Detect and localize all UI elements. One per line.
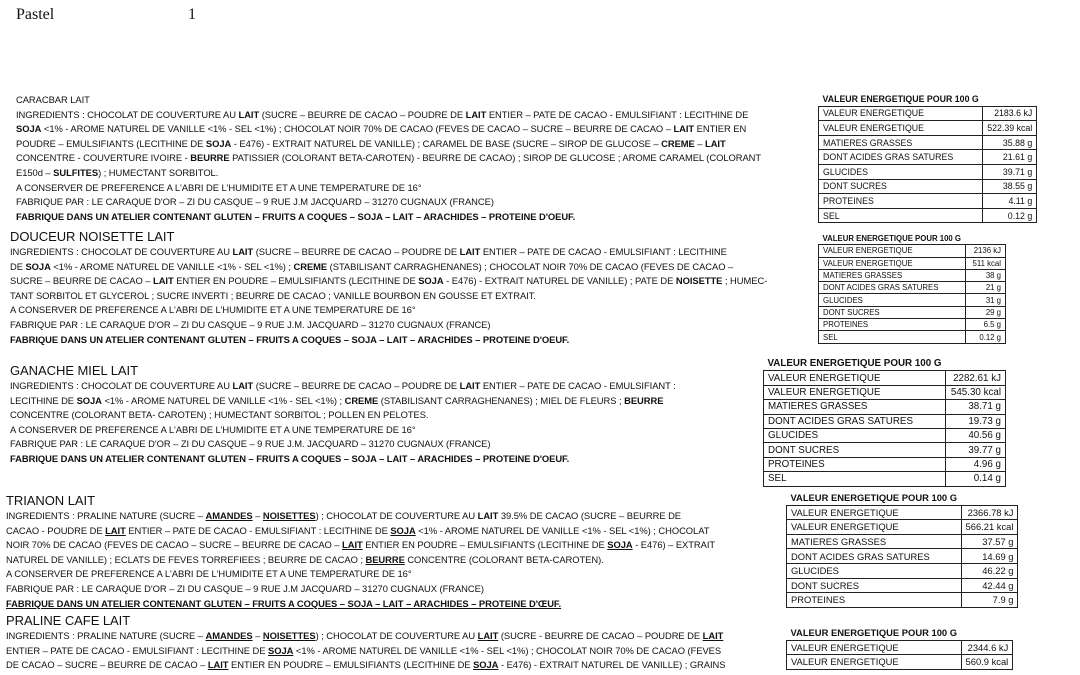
nutrition-row — [787, 578, 1018, 593]
allergen-text: SOJA — [205, 137, 232, 149]
allergen-text: SOJA — [16, 123, 42, 135]
nutrient-value: 21.61 g — [983, 150, 1037, 165]
ingredient-text: ENTIER EN POUDRE – EMULSIFIANTS (LECITHINE DE — [173, 275, 419, 287]
nutrient-name: VALEUR ENERGETIQUE — [819, 257, 966, 269]
ingredient-line — [10, 394, 676, 409]
nutrition-row — [819, 257, 1006, 269]
nutrition-table — [786, 626, 1013, 670]
nutrient-name: PROTEINES — [819, 319, 966, 331]
nutrient-name: VALEUR ENERGETIQUE — [819, 106, 983, 121]
ingredient-text: (SUCRE - BEURRE DE CACAO – POUDRE DE — [498, 630, 703, 641]
allergen-text: FABRIQUE DANS UN ATELIER CONTENANT GLUTEN – FRUITS A COQUES – SOJA – LAIT – ARACHIDES – PROTEINE D'ŒUF. — [6, 597, 562, 609]
allergen-text: NOISETTE — [675, 275, 723, 287]
allergen-text: LAIT — [702, 630, 724, 641]
nutrient-name: MATIERES GRASSES — [819, 269, 966, 281]
ingredient-line — [6, 538, 715, 553]
ingredient-text: ENTIER – PATE DE CACAO - EMULSIFIANT : — [480, 380, 676, 391]
nutrient-value: 37.57 g — [961, 534, 1018, 549]
nutrient-name: PROTEINES — [787, 593, 962, 608]
ingredient-text: INGREDIENTS : CHOCOLAT DE COUVERTURE AU — [16, 108, 239, 120]
nutrient-name: VALEUR ENERGETIQUE — [764, 385, 946, 399]
nutrition-row — [787, 563, 1018, 578]
ingredient-text: INGREDIENTS : PRALINE NATURE (SUCRE – — [6, 510, 206, 521]
allergen-text: LAIT — [207, 659, 229, 671]
ingredient-text: ) ; HUMECTANT SORBITOL. — [98, 166, 219, 178]
allergen-text: SOJA — [607, 539, 633, 551]
nutrient-name: DONT SUCRES — [819, 179, 983, 194]
nutrient-value: 2136 kJ — [965, 245, 1006, 257]
nutrient-name: SEL — [764, 472, 946, 486]
ingredient-text: A CONSERVER DE PREFERENCE A L'ABRI DE L'HUMIDITE ET A UNE TEMPERATURE DE 16° — [10, 423, 416, 435]
nutrition-header: VALEUR ENERGETIQUE POUR 100 G — [819, 233, 966, 245]
ingredient-line — [6, 658, 725, 673]
ingredient-line — [10, 437, 676, 452]
ingredient-line — [10, 423, 676, 438]
nutrition-row — [787, 655, 1013, 670]
allergen-text: CREME — [661, 137, 695, 149]
allergen-text: LAIT — [673, 123, 695, 135]
ingredient-text: FABRIQUE PAR : LE CARAQUE D'OR – ZI DU CASQUE – 9 RUE J.M JACQUARD – 31270 CUGNAUX (FRANCE) — [16, 196, 494, 208]
allergen-text: BEURRE — [190, 152, 230, 164]
nutrition-header-row — [819, 92, 1037, 106]
ingredient-text: – — [252, 510, 263, 521]
ingredient-line — [16, 210, 761, 225]
nutrient-value: 2282.61 kJ — [946, 371, 1006, 385]
nutrient-name: PROTEINES — [764, 457, 946, 471]
nutrition-header: VALEUR ENERGETIQUE POUR 100 G — [764, 357, 946, 371]
ingredient-text: CONCENTRE (COLORANT BETA- CAROTEN) ; HUMECTANT SORBITOL ; POLLEN EN PELOTES. — [10, 409, 429, 421]
nutrient-value: 0.12 g — [983, 208, 1037, 223]
product-title: PRALINE CAFE LAIT — [6, 613, 131, 628]
ingredient-text: INGREDIENTS : PRALINE NATURE (SUCRE – — [6, 630, 206, 641]
nutrient-name: DONT SUCRES — [819, 306, 966, 318]
ingredient-text: (SUCRE – BEURRE DE CACAO – POUDRE DE — [259, 108, 466, 120]
nutrition-table-wrapper — [818, 92, 1033, 225]
nutrition-row — [819, 269, 1006, 281]
page-header-title: Pastel — [16, 6, 55, 23]
nutrient-value: 4.96 g — [946, 457, 1006, 471]
allergen-text: LAIT — [105, 524, 126, 536]
nutrition-header-row — [819, 233, 1006, 245]
ingredient-line — [6, 567, 715, 582]
allergen-text: NOISETTES — [262, 510, 316, 521]
ingredient-text: <1% - AROME NATUREL DE VANILLE <1% - SEL <1%) ; CHOCOLAT — [415, 524, 710, 536]
allergen-text: SOJA — [25, 260, 51, 272]
allergen-text: FABRIQUE DANS UN ATELIER CONTENANT GLUTEN – FRUITS A COQUES – SOJA – LAIT – ARACHIDES – PROTEINE D'OEUF. — [10, 333, 570, 345]
ingredient-text: - E476) - EXTRAIT NATUREL DE VANILLE) ; PATE DE — [443, 275, 676, 287]
nutrient-name: MATIERES GRASSES — [764, 400, 946, 414]
nutrient-value: 29 g — [965, 306, 1006, 318]
ingredient-line — [10, 289, 767, 304]
nutrition-row — [764, 400, 1006, 414]
nutrition-header-blank — [965, 233, 1006, 245]
product-block — [6, 612, 725, 673]
nutrition-row — [819, 135, 1037, 150]
allergen-text: FABRIQUE DANS UN ATELIER CONTENANT GLUTEN – FRUITS A COQUES – SOJA – LAIT – ARACHIDES – PROTEINE D'OEUF. — [16, 210, 576, 222]
nutrient-name: MATIERES GRASSES — [819, 135, 983, 150]
allergen-text: LAIT — [465, 108, 487, 120]
ingredient-line — [10, 245, 767, 260]
ingredient-text: A CONSERVER DE PREFERENCE A L'ABRI DE L'HUMIDITE ET A UNE TEMPERATURE DE 16° — [16, 181, 422, 193]
ingredient-text: A CONSERVER DE PREFERENCE A L'ABRI DE L'HUMIDITE ET A UNE TEMPERATURE DE 16° — [10, 304, 416, 316]
ingredient-text: – — [252, 630, 263, 641]
allergen-text: SOJA — [390, 524, 416, 536]
ingredient-text: <1% - AROME NATUREL DE VANILLE <1% - SEL <1%) ; — [50, 260, 294, 272]
ingredient-line — [6, 509, 715, 524]
ingredient-text: CACAO - POUDRE DE — [6, 524, 106, 536]
ingredient-text: <1% - AROME NATUREL DE VANILLE <1% - SEL <1%) ; — [101, 394, 345, 406]
ingredient-line — [16, 166, 761, 181]
nutrition-table — [818, 92, 1037, 223]
ingredient-line — [16, 122, 761, 137]
nutrition-table-wrapper — [818, 233, 1008, 346]
nutrient-name: VALEUR ENERGETIQUE — [787, 640, 962, 655]
nutrition-row — [819, 179, 1037, 194]
nutrient-value: 560.9 kcal — [961, 655, 1013, 670]
ingredient-text: A CONSERVER DE PREFERENCE A L'ABRI DE L'HUMIDITE ET A UNE TEMPERATURE DE 16° — [6, 568, 412, 580]
nutrition-table — [818, 233, 1006, 344]
ingredient-line — [10, 260, 767, 275]
nutrition-row — [819, 106, 1037, 121]
allergen-text: LAIT — [459, 246, 481, 257]
nutrient-name: VALEUR ENERGETIQUE — [764, 371, 946, 385]
ingredient-line — [10, 379, 676, 394]
nutrient-name: SEL — [819, 331, 966, 343]
ingredient-text: FABRIQUE PAR : LE CARAQUE D'OR – ZI DU CASQUE – 9 RUE J.M. JACQUARD – 31270 CUGNAUX (FRANCE) — [10, 438, 491, 450]
nutrient-value: 2366.78 kJ — [961, 505, 1018, 520]
allergen-text: LAIT — [238, 108, 260, 120]
nutrition-row — [764, 472, 1006, 486]
nutrition-row — [764, 414, 1006, 428]
nutrient-name: DONT ACIDES GRAS SATURES — [819, 150, 983, 165]
ingredient-text: - E476) - EXTRAIT NATUREL DE VANILLE) ; CARAMEL DE BASE (SUCRE – SIROP DE GLUCOSE – — [231, 137, 662, 149]
nutrition-row — [787, 505, 1018, 520]
nutrition-table-wrapper — [786, 626, 1008, 672]
nutrition-table-wrapper — [763, 357, 1008, 489]
ingredient-text: TANT SORBITOL ET GLYCEROL ; SUCRE INVERTI ; BEURRE DE CACAO ; VANILLE BOURBON EN GOUSSE ET EXTRAIT. — [10, 289, 536, 301]
nutrient-value: 38.55 g — [983, 179, 1037, 194]
product-title: DOUCEUR NOISETTE LAIT — [10, 229, 175, 244]
ingredient-text: NATUREL DE VANILLE) ; ECLATS DE FEVES TORREFIEES ; BEURRE DE CACAO ; — [6, 553, 366, 565]
ingredient-text: DE — [10, 260, 26, 272]
ingredient-text: (SUCRE – BEURRE DE CACAO – POUDRE DE — [253, 380, 460, 391]
ingredient-text: (STABILISANT CARRAGHENANES) ; MIEL DE FLEURS ; — [378, 394, 625, 406]
nutrient-name: GLUCIDES — [764, 428, 946, 442]
ingredient-text: <1% - AROME NATUREL DE VANILLE <1% - SEL <1%) ; CHOCOLAT NOIR 70% DE CACAO (FEVES — [293, 644, 722, 656]
ingredient-line — [6, 582, 715, 597]
product-block — [6, 492, 715, 611]
allergen-text: LAIT — [153, 275, 174, 287]
nutrient-value: 0.14 g — [946, 472, 1006, 486]
nutrient-name: DONT SUCRES — [764, 443, 946, 457]
ingredient-text: ENTIER EN POUDRE – EMULSIFIANTS (LECITHINE DE — [362, 539, 608, 551]
ingredient-text: (STABILISANT CARRAGHENANES) ; CHOCOLAT NOIR 70% DE CACAO (FEVES DE CACAO – — [327, 260, 734, 272]
allergen-text: NOISETTES — [262, 630, 316, 641]
nutrition-header-row — [787, 626, 1013, 640]
nutrient-name: PROTEINES — [819, 194, 983, 209]
allergen-text: FABRIQUE DANS UN ATELIER CONTENANT GLUTEN – FRUITS A COQUES – SOJA – LAIT – ARACHIDES – PROTEINE D'OEUF. — [10, 452, 570, 464]
nutrient-value: 566.21 kcal — [961, 520, 1018, 535]
nutrient-value: 6.5 g — [965, 319, 1006, 331]
page-number: 1 — [188, 6, 196, 23]
nutrition-header-row — [764, 357, 1006, 371]
ingredient-text: LECITHINE DE — [10, 394, 77, 406]
allergen-text: BEURRE — [624, 394, 664, 406]
nutrient-value: 14.69 g — [961, 549, 1018, 564]
ingredient-line — [16, 108, 761, 123]
nutrition-row — [819, 294, 1006, 306]
product-block — [10, 362, 676, 467]
nutrition-row — [787, 549, 1018, 564]
nutrient-value: 511 kcal — [965, 257, 1006, 269]
ingredient-text: POUDRE – EMULSIFIANTS (LECITHINE DE — [16, 137, 206, 149]
nutrient-value: 31 g — [965, 294, 1006, 306]
ingredient-line — [10, 303, 767, 318]
allergen-text: SULFITES — [53, 166, 99, 178]
nutrition-row — [819, 306, 1006, 318]
nutrient-name: GLUCIDES — [819, 294, 966, 306]
product-title: GANACHE MIEL LAIT — [10, 363, 138, 378]
ingredient-line — [10, 452, 676, 467]
ingredient-text: INGREDIENTS : CHOCOLAT DE COUVERTURE AU — [10, 246, 233, 257]
nutrient-name: GLUCIDES — [819, 164, 983, 179]
nutrition-row — [787, 520, 1018, 535]
product-block — [16, 93, 761, 224]
allergen-text: SOJA — [268, 644, 294, 656]
nutrition-header-blank — [961, 626, 1013, 640]
ingredient-text: ENTIER – PATE DE CACAO - EMULSIFIANT : LECITHINE — [480, 246, 727, 257]
ingredient-line — [16, 151, 761, 166]
nutrient-name: VALEUR ENERGETIQUE — [787, 655, 962, 670]
nutrient-name: DONT SUCRES — [787, 578, 962, 593]
product-title: TRIANON LAIT — [6, 493, 95, 508]
nutrition-row — [787, 593, 1018, 608]
ingredient-line — [10, 333, 767, 348]
nutrition-row — [819, 164, 1037, 179]
nutrient-value: 545.30 kcal — [946, 385, 1006, 399]
allergen-text: SOJA — [76, 394, 102, 406]
nutrient-name: GLUCIDES — [787, 563, 962, 578]
ingredient-text: CONCENTRE - COUVERTURE IVOIRE - — [16, 152, 191, 164]
nutrient-value: 522.39 kcal — [983, 121, 1037, 136]
nutrient-value: 19.73 g — [946, 414, 1006, 428]
allergen-text: SOJA — [418, 275, 444, 287]
product-title: CARACBAR LAIT — [16, 94, 90, 105]
ingredient-text: FABRIQUE PAR : LE CARAQUE D'OR – ZI DU CASQUE – 9 RUE J.M JACQUARD – 31270 CUGNAUX (FRANCE) — [6, 582, 484, 594]
allergen-text: LAIT — [705, 137, 726, 149]
ingredient-text: - E476) – EXTRAIT — [632, 539, 716, 551]
ingredient-line — [16, 137, 761, 152]
ingredient-line — [6, 553, 715, 568]
ingredient-text: E150d – — [16, 166, 54, 178]
nutrient-name: VALEUR ENERGETIQUE — [787, 505, 962, 520]
ingredient-text: - E476) - EXTRAIT NATUREL DE VANILLE) ; GRAINS — [498, 659, 726, 671]
product-block — [10, 228, 767, 347]
allergen-text: LAIT — [342, 539, 363, 551]
ingredient-line — [6, 524, 715, 539]
nutrient-value: 39.77 g — [946, 443, 1006, 457]
nutrient-name: VALEUR ENERGETIQUE — [819, 245, 966, 257]
nutrition-row — [819, 282, 1006, 294]
nutrition-row — [819, 331, 1006, 343]
nutrition-row — [787, 640, 1013, 655]
ingredient-line — [6, 644, 725, 659]
nutrient-value: 38.71 g — [946, 400, 1006, 414]
nutrient-value: 35.88 g — [983, 135, 1037, 150]
nutrient-name: MATIERES GRASSES — [787, 534, 962, 549]
nutrient-value: 21 g — [965, 282, 1006, 294]
nutrition-header: VALEUR ENERGETIQUE POUR 100 G — [787, 626, 962, 640]
ingredient-text: PATISSIER (COLORANT BETA-CAROTEN) - BEURRE DE CACAO) ; SIROP DE GLUCOSE ; AROME CARAMEL (COLORANT — [229, 152, 762, 164]
nutrition-header: VALEUR ENERGETIQUE POUR 100 G — [787, 491, 962, 505]
ingredient-text: ENTIER EN POUDRE – EMULSIFIANTS (LECITHINE DE — [228, 659, 474, 671]
ingredient-text: ; HUMEC- — [722, 275, 768, 287]
nutrition-header-blank — [983, 92, 1037, 106]
ingredient-line — [10, 274, 767, 289]
nutrient-name: VALEUR ENERGETIQUE — [819, 121, 983, 136]
nutrition-row — [819, 319, 1006, 331]
ingredient-text: ) ; CHOCOLAT DE COUVERTURE AU — [315, 630, 478, 641]
ingredient-line — [6, 629, 725, 644]
ingredient-line — [16, 195, 761, 210]
nutrition-table — [763, 357, 1006, 487]
allergen-text: CREME — [293, 260, 328, 272]
nutrient-value: 2183.6 kJ — [983, 106, 1037, 121]
nutrition-table — [786, 491, 1018, 608]
allergen-text: LAIT — [232, 380, 254, 391]
ingredient-text: 39.5% DE CACAO (SUCRE – BEURRE DE — [498, 510, 682, 521]
nutrient-name: SEL — [819, 208, 983, 223]
nutrition-row — [819, 208, 1037, 223]
nutrition-row — [764, 371, 1006, 385]
nutrient-value: 4.11 g — [983, 194, 1037, 209]
nutrient-value: 38 g — [965, 269, 1006, 281]
ingredient-line — [16, 181, 761, 196]
allergen-text: LAIT — [477, 630, 499, 641]
nutrient-value: 40.56 g — [946, 428, 1006, 442]
ingredient-text: NOIR 70% DE CACAO (FEVES DE CACAO – SUCRE – BEURRE DE CACAO – — [6, 539, 343, 551]
nutrient-value: 46.22 g — [961, 563, 1018, 578]
allergen-text: SOJA — [473, 659, 499, 671]
ingredient-text: ENTIER – PATE DE CACAO - EMULSIFIANT : LECITHINE DE — [125, 524, 391, 536]
ingredient-text: ENTIER – PATE DE CACAO - EMULSIFIANT : LECITHINE DE — [486, 108, 749, 120]
nutrition-row — [787, 534, 1018, 549]
allergen-text: LAIT — [232, 246, 254, 257]
nutrition-row — [764, 428, 1006, 442]
nutrition-header: VALEUR ENERGETIQUE POUR 100 G — [819, 92, 983, 106]
nutrient-name: DONT ACIDES GRAS SATURES — [764, 414, 946, 428]
ingredient-text: ENTIER EN — [694, 123, 747, 135]
ingredient-text: CONCENTRE (COLORANT BETA-CAROTEN). — [404, 553, 604, 565]
nutrition-row — [819, 150, 1037, 165]
ingredient-text: ) ; CHOCOLAT DE COUVERTURE AU — [315, 510, 478, 521]
ingredient-text: <1% - AROME NATUREL DE VANILLE <1% - SEL <1%) ; CHOCOLAT NOIR 70% DE CACAO (FEVES DE CACAO – SUCRE – BEURRE DE CACAO – — [41, 123, 674, 135]
nutrition-row — [764, 385, 1006, 399]
allergen-text: AMANDES — [205, 630, 253, 641]
ingredient-text: FABRIQUE PAR : LE CARAQUE D'OR – ZI DU CASQUE – 9 RUE J.M. JACQUARD – 31270 CUGNAUX (FRANCE) — [10, 318, 491, 330]
nutrient-value: 2344.6 kJ — [961, 640, 1013, 655]
nutrition-row — [764, 443, 1006, 457]
allergen-text: AMANDES — [205, 510, 253, 521]
ingredient-text: (SUCRE – BEURRE DE CACAO – POUDRE DE — [253, 246, 460, 257]
ingredient-text: INGREDIENTS : CHOCOLAT DE COUVERTURE AU — [10, 380, 233, 391]
ingredient-line — [6, 597, 715, 612]
nutrition-row — [819, 121, 1037, 136]
nutrition-table-wrapper — [786, 491, 1014, 613]
ingredient-line — [10, 318, 767, 333]
nutrition-header-blank — [961, 491, 1018, 505]
nutrition-row — [764, 457, 1006, 471]
nutrient-value: 7.9 g — [961, 593, 1018, 608]
allergen-text: LAIT — [459, 380, 481, 391]
ingredient-line — [10, 408, 676, 423]
nutrition-row — [819, 245, 1006, 257]
ingredient-text: – — [694, 137, 706, 149]
ingredient-text: ENTIER – PATE DE CACAO - EMULSIFIANT : LECITHINE DE — [6, 644, 269, 656]
ingredient-text: SUCRE – BEURRE DE CACAO – — [10, 275, 154, 287]
nutrition-header-blank — [946, 357, 1006, 371]
nutrient-value: 39.71 g — [983, 164, 1037, 179]
nutrient-value: 0.12 g — [965, 331, 1006, 343]
nutrient-value: 42.44 g — [961, 578, 1018, 593]
allergen-text: LAIT — [477, 510, 499, 521]
nutrition-header-row — [787, 491, 1018, 505]
ingredient-text: DE CACAO – SUCRE – BEURRE DE CACAO – — [6, 659, 208, 671]
allergen-text: BEURRE — [365, 553, 405, 565]
nutrient-name: DONT ACIDES GRAS SATURES — [819, 282, 966, 294]
allergen-text: CREME — [344, 394, 379, 406]
nutrient-name: DONT ACIDES GRAS SATURES — [787, 549, 962, 564]
nutrition-row — [819, 194, 1037, 209]
nutrient-name: VALEUR ENERGETIQUE — [787, 520, 962, 535]
